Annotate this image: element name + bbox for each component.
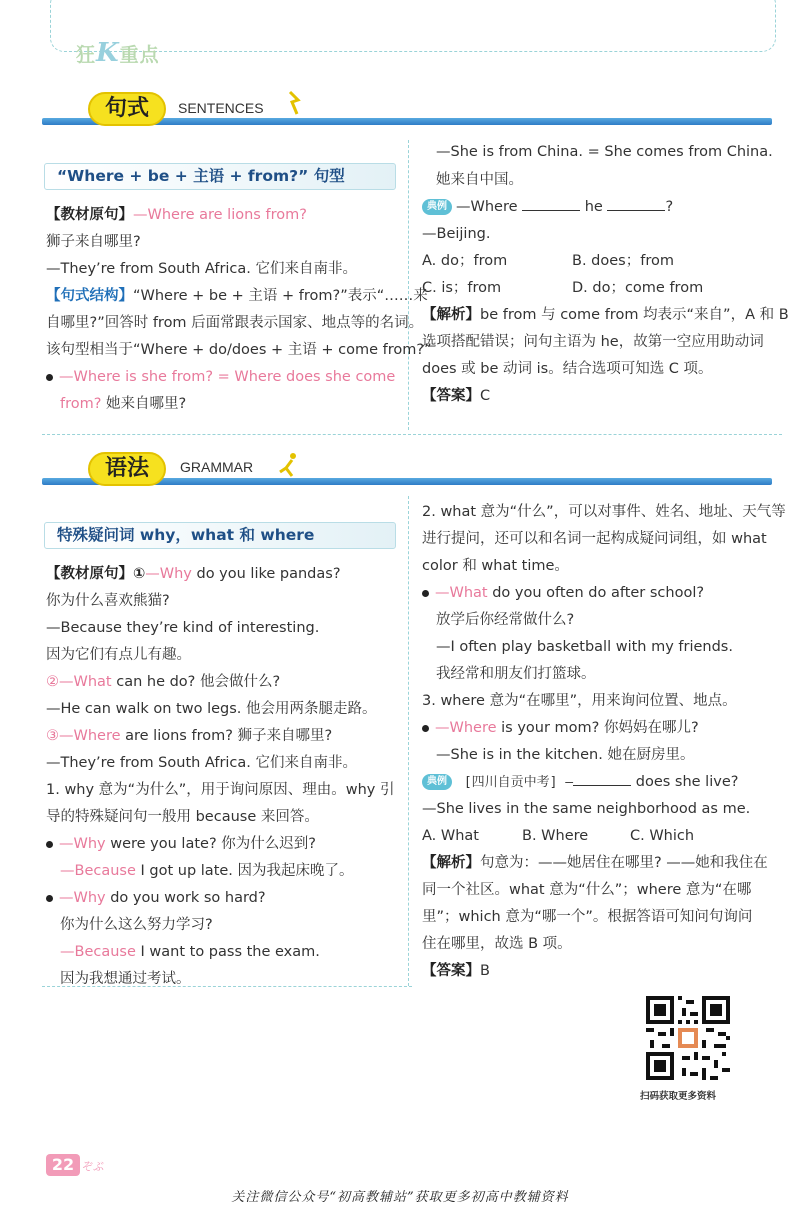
- text-line: 自哪里?”回答时 from 后面常跟表示国家、地点等的名词。: [46, 315, 424, 331]
- option-d: D. do；come from: [572, 280, 704, 296]
- text-line: —She is from China. = She comes from China.: [436, 144, 773, 160]
- column-divider: [408, 496, 409, 986]
- bullet-icon: [46, 895, 53, 902]
- text-line: 因为它们有点儿有趣。: [46, 647, 191, 663]
- text-line: 进行提问，还可以和名词一起构成疑问词组，如 what: [422, 531, 767, 547]
- section-title-sentences: 句式: [88, 92, 166, 126]
- text-line: —I often play basketball with my friends.: [436, 639, 733, 655]
- brand-logo: 狂K重点: [76, 38, 160, 68]
- text-line: —Because they’re kind of interesting.: [46, 620, 320, 636]
- bullet-icon: [422, 725, 429, 732]
- text-line: —They’re from South Africa. 它们来自南非。: [46, 261, 358, 277]
- bullet-icon: [46, 374, 53, 381]
- text-line: 该句型相当于“Where + do/does + 主语 + come from?”: [46, 342, 432, 358]
- text-line: —He can walk on two legs. 他会用两条腿走路。: [46, 701, 377, 717]
- sub-header-why-what-where: 特殊疑问词 why，what 和 where: [44, 522, 396, 549]
- text-line: 你为什么这么努力学习?: [60, 917, 213, 933]
- text-line: 3. where 意为“在哪里”，用来询问位置、地点。: [422, 693, 737, 709]
- qr-caption: 扫码获取更多资料: [640, 1091, 717, 1102]
- option-b: B. does；from: [572, 253, 674, 269]
- example-line: —Where is your mom? 你妈妈在哪儿?: [422, 718, 699, 738]
- option-c: C. is；from: [422, 280, 502, 296]
- answer-blank: [607, 199, 665, 211]
- text-line: 导的特殊疑问句一般用 because 来回答。: [46, 809, 319, 825]
- option-c: C. Which: [630, 828, 695, 844]
- sub-header-where-from: “Where + be + 主语 + from?” 句型: [44, 163, 396, 190]
- answer-blank: [522, 199, 580, 211]
- section-divider: [42, 986, 412, 987]
- example-line: —Because I got up late. 因为我起床晚了。: [60, 863, 354, 879]
- quiz-question: 典例 [四川自贡中考] — does she live?: [422, 772, 738, 793]
- text-line: —They’re from South Africa. 它们来自南非。: [46, 755, 358, 771]
- text-line: 1. why 意为“为什么”，用于询问原因、理由。why 引: [46, 782, 395, 798]
- explanation-line: 同一个社区。what 意为“什么”；where 意为“在哪: [422, 882, 752, 898]
- example-line: —What do you often do after school?: [422, 583, 704, 603]
- qr-code[interactable]: [646, 996, 730, 1080]
- text-line: 因为我想通过考试。: [60, 971, 191, 987]
- decor-figure-icon: [284, 90, 302, 116]
- text-line: color 和 what time。: [422, 558, 569, 574]
- option-b: B. Where: [522, 828, 589, 844]
- section-title-grammar: 语法: [88, 452, 166, 486]
- text-line: 2. what 意为“什么”，可以对事件、姓名、地址、天气等: [422, 504, 786, 520]
- explanation-line: 住在哪里，故选 B 项。: [422, 936, 572, 952]
- explanation-line: 里”；which 意为“哪一个”。根据答语可知问句询问: [422, 909, 753, 925]
- section-subtitle-sentences: SENTENCES: [178, 100, 264, 116]
- text-line: —Beijing.: [422, 226, 491, 242]
- answer-line: 【答案】C: [422, 388, 491, 404]
- bullet-icon: [422, 590, 429, 597]
- explanation-line: does 或 be 动词 is。结合选项可知选 C 项。: [422, 361, 713, 377]
- text-line: ②—What can he do? 他会做什么?: [46, 674, 281, 690]
- decor-figure-icon: [278, 452, 300, 478]
- explanation-line: 【解析】句意为：——她居住在哪里? ——她和我住在: [422, 855, 768, 871]
- section-divider: [42, 434, 782, 435]
- answer-blank: [573, 774, 631, 786]
- column-divider: [408, 140, 409, 430]
- text-line: 狮子来自哪里?: [46, 234, 141, 250]
- example-line: —Why do you work so hard?: [46, 888, 266, 908]
- footer-note: 关注微信公众号“初高教辅站”获取更多初高中教辅资料: [231, 1190, 569, 1205]
- example-line: from? 她来自哪里?: [60, 396, 187, 412]
- section-subtitle-grammar: GRAMMAR: [180, 459, 254, 475]
- answer-line: 【答案】B: [422, 963, 490, 979]
- text-line: 我经常和朋友们打篮球。: [436, 666, 596, 682]
- text-line: 你为什么喜欢熊猫?: [46, 593, 170, 609]
- example-line: —Because I want to pass the exam.: [60, 944, 320, 960]
- text-line: 【句式结构】“Where + be + 主语 + from?”表示“……来: [46, 288, 428, 304]
- example-line: —Where is she from? = Where does she come: [46, 367, 395, 387]
- text-line: —She lives in the same neighborhood as me.: [422, 801, 751, 817]
- text-line: —She is in the kitchen. 她在厨房里。: [436, 747, 695, 763]
- example-line: —Why were you late? 你为什么迟到?: [46, 834, 316, 854]
- explanation-line: 【解析】be from 与 come from 均表示“来自”，A 和 B: [422, 307, 789, 323]
- bullet-icon: [46, 841, 53, 848]
- option-a: A. do；from: [422, 253, 508, 269]
- explanation-line: 选项搭配错误；问句主语为 he，故第一空应用助动词: [422, 334, 764, 350]
- text-line: 放学后你经常做什么?: [436, 612, 575, 628]
- example-badge: 典例: [422, 774, 452, 790]
- quiz-question: 典例 —Where he ?: [422, 197, 673, 217]
- text-line: 她来自中国。: [436, 172, 523, 188]
- text-line: ③—Where are lions from? 狮子来自哪里?: [46, 728, 333, 744]
- page-number-decoration: ぞぶ: [82, 1160, 104, 1173]
- text-line: 【教材原句】—Where are lions from?: [46, 207, 307, 223]
- text-line: 【教材原句】①—Why do you like pandas?: [46, 566, 341, 582]
- page-number: 22: [46, 1154, 80, 1176]
- example-badge: 典例: [422, 199, 452, 215]
- option-a: A. What: [422, 828, 479, 844]
